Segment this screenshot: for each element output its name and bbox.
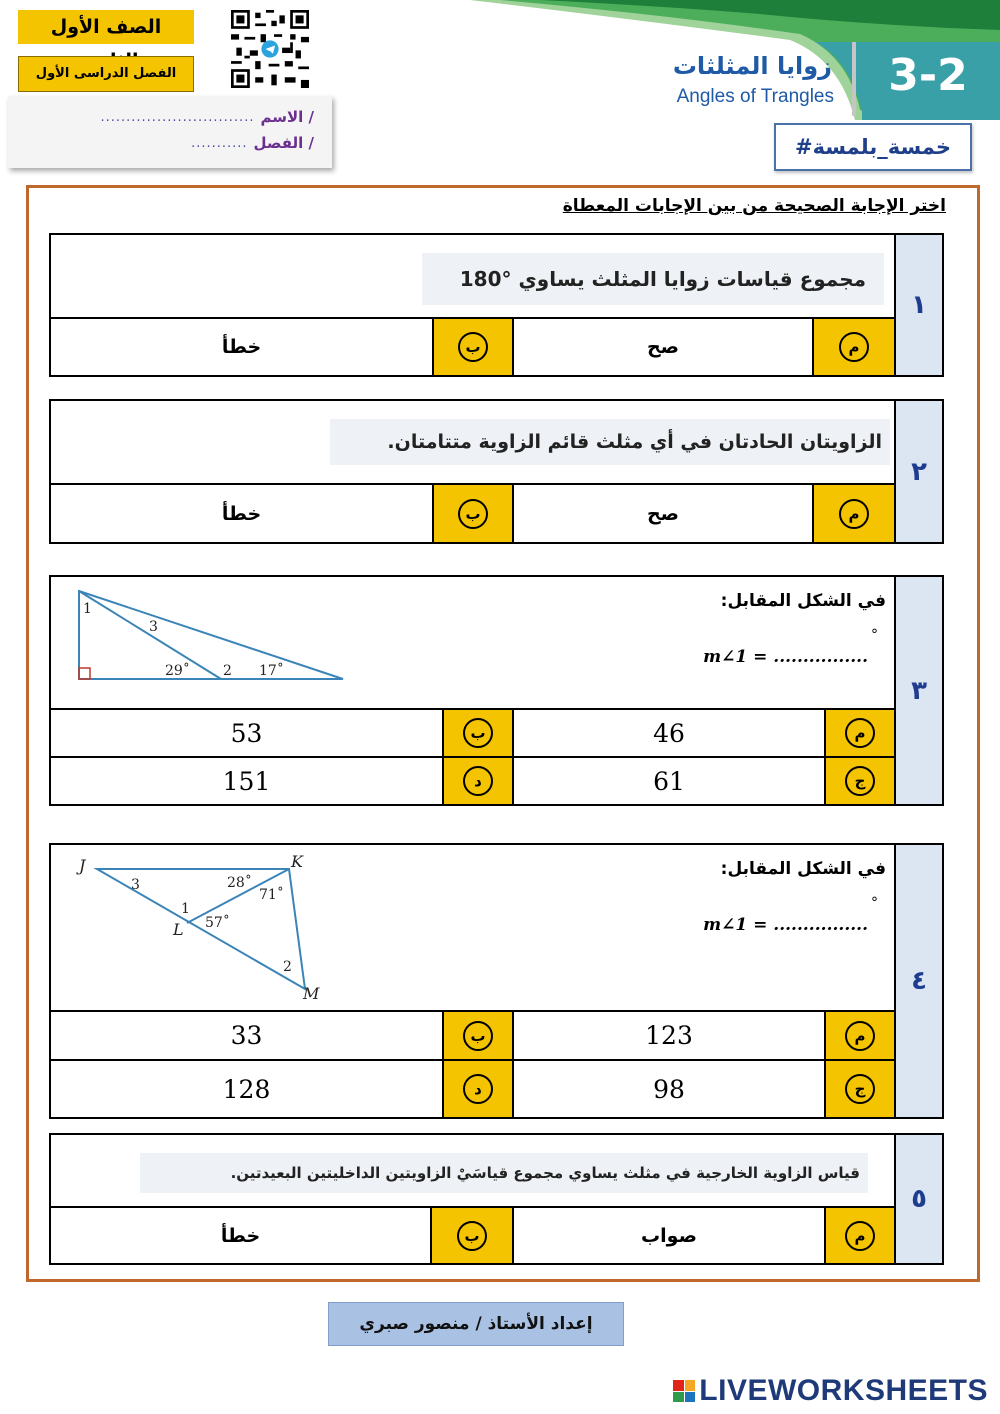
option-c[interactable]: 98 bbox=[653, 1074, 685, 1104]
question-3 bbox=[49, 575, 944, 806]
option-circle: م bbox=[839, 332, 869, 362]
instruction: اختر الإجابة الصحيحة من بين الإجابات المعطاة bbox=[562, 196, 946, 216]
question-number: ٤ bbox=[894, 845, 942, 1117]
name-line bbox=[26, 104, 314, 130]
question-1 bbox=[49, 233, 944, 377]
figure-label-angle-3: 3 bbox=[131, 877, 140, 893]
option-letter-a[interactable] bbox=[812, 319, 894, 375]
options-row bbox=[51, 756, 894, 804]
option-d[interactable]: 151 bbox=[222, 766, 271, 796]
figure-label-angle-2: 2 bbox=[283, 959, 292, 975]
option-circle: م bbox=[845, 1221, 875, 1251]
option-circle: ب bbox=[463, 1021, 493, 1051]
question-text: قياس الزاوية الخارجية في مثلث يساوي مجموع قياسَيْ الزاويتين الداخليتين البعيدتين. bbox=[140, 1153, 868, 1193]
degree-mark: ° bbox=[871, 895, 878, 911]
figure-vertex-m: M bbox=[303, 984, 320, 1003]
option-b[interactable]: خطأ bbox=[220, 1224, 261, 1247]
option-circle: م bbox=[845, 1021, 875, 1051]
option-b[interactable]: 53 bbox=[230, 718, 263, 748]
figure-label-57: 57˚ bbox=[205, 915, 230, 931]
option-a[interactable]: صح bbox=[646, 502, 680, 525]
option-circle: ب bbox=[458, 332, 488, 362]
figure-label-angle-3: 3 bbox=[149, 619, 158, 635]
question-4 bbox=[49, 843, 944, 1119]
figure-label-71: 71˚ bbox=[259, 887, 284, 903]
qr-code-icon bbox=[231, 10, 309, 88]
figure-vertex-l: L bbox=[173, 920, 184, 939]
option-b[interactable]: خطأ bbox=[221, 502, 262, 525]
question-5 bbox=[49, 1133, 944, 1265]
class-label: الفصل / bbox=[253, 134, 314, 152]
question-number: ٣ bbox=[894, 577, 942, 804]
figure-label: في الشكل المقابل: bbox=[720, 859, 886, 879]
brand-text: LIVEWORKSHEETS bbox=[699, 1374, 988, 1407]
option-circle: ب bbox=[463, 718, 493, 748]
triangle-figure bbox=[71, 585, 351, 685]
figure-label: في الشكل المقابل: bbox=[720, 591, 886, 611]
option-letter-d[interactable] bbox=[442, 1061, 514, 1117]
option-circle: م bbox=[845, 718, 875, 748]
options-row bbox=[51, 1206, 894, 1263]
option-letter-b[interactable] bbox=[442, 1012, 514, 1059]
option-a[interactable]: 46 bbox=[653, 718, 685, 748]
author-credit: إعداد الأستاذ / منصور صبري bbox=[328, 1302, 624, 1346]
options-row bbox=[51, 1059, 894, 1117]
options-row bbox=[51, 1010, 894, 1059]
question-number: ١ bbox=[894, 235, 942, 375]
figure-vertex-j: J bbox=[79, 856, 86, 875]
option-letter-b[interactable] bbox=[432, 485, 514, 542]
student-info-box bbox=[8, 96, 332, 168]
hashtag-box: #خمسة_بلمسة bbox=[774, 123, 972, 171]
option-letter-a[interactable] bbox=[824, 1208, 894, 1263]
question-text: الزاويتان الحادتان في أي مثلث قائم الزاوية متتامتان. bbox=[330, 419, 890, 465]
option-b[interactable]: خطأ bbox=[221, 336, 262, 358]
option-a[interactable]: صح bbox=[646, 336, 680, 358]
option-letter-b[interactable] bbox=[442, 710, 514, 756]
figure-vertex-k: K bbox=[291, 852, 303, 871]
class-field[interactable]: ........... bbox=[191, 135, 248, 151]
angle-measure: m∠1 = ................ bbox=[703, 647, 868, 667]
option-circle: ب bbox=[457, 1221, 487, 1251]
option-circle: ج bbox=[845, 766, 875, 796]
figure-label-angle-1: 1 bbox=[181, 901, 190, 917]
option-letter-a[interactable] bbox=[824, 710, 894, 756]
option-letter-c[interactable] bbox=[824, 758, 894, 804]
option-letter-d[interactable] bbox=[442, 758, 514, 804]
question-text: مجموع قياسات زوايا المثلث يساوي °180 bbox=[422, 253, 884, 305]
class-line bbox=[26, 130, 314, 156]
lesson-number: 3-2 bbox=[888, 50, 968, 101]
options-row bbox=[51, 317, 894, 375]
option-circle: م bbox=[839, 499, 869, 529]
angle-measure: m∠1 = ................ bbox=[703, 915, 868, 935]
figure-label-29: 29˚ bbox=[165, 663, 190, 679]
term-badge: الفصل الدراسى الأول bbox=[18, 56, 194, 92]
lesson-title-arabic: زوايا المثلثات bbox=[672, 52, 832, 80]
options-row bbox=[51, 708, 894, 756]
option-c[interactable]: 61 bbox=[653, 766, 685, 796]
options-row bbox=[51, 483, 894, 542]
question-2 bbox=[49, 399, 944, 544]
triangle-figure bbox=[73, 851, 333, 1007]
question-number: ٥ bbox=[894, 1135, 942, 1263]
figure-label-angle-2: 2 bbox=[223, 663, 232, 679]
option-circle: د bbox=[463, 1074, 493, 1104]
figure-label-28: 28˚ bbox=[227, 875, 252, 891]
figure-label-17: 17˚ bbox=[259, 663, 284, 679]
option-letter-a[interactable] bbox=[812, 485, 894, 542]
option-circle: د bbox=[463, 766, 493, 796]
liveworksheets-brand bbox=[673, 1374, 988, 1408]
liveworksheets-logo-icon bbox=[673, 1380, 695, 1402]
option-circle: ج bbox=[845, 1074, 875, 1104]
option-d[interactable]: 128 bbox=[222, 1074, 271, 1104]
option-letter-c[interactable] bbox=[824, 1061, 894, 1117]
option-letter-a[interactable] bbox=[824, 1012, 894, 1059]
name-field[interactable]: .............................. bbox=[100, 109, 255, 125]
question-number: ٢ bbox=[894, 401, 942, 542]
lesson-title-english: Angles of Trangles bbox=[676, 86, 834, 107]
figure-label-angle-1: 1 bbox=[83, 601, 92, 617]
grade-badge: الصف الأول bbox=[18, 10, 194, 44]
name-label: الاسم / bbox=[260, 108, 314, 126]
degree-mark: ° bbox=[871, 627, 878, 643]
option-circle: ب bbox=[458, 499, 488, 529]
option-b[interactable]: 33 bbox=[230, 1021, 263, 1050]
option-a[interactable]: 123 bbox=[645, 1021, 693, 1050]
option-letter-b[interactable] bbox=[430, 1208, 514, 1263]
option-letter-b[interactable] bbox=[432, 319, 514, 375]
option-a[interactable]: صواب bbox=[641, 1224, 697, 1247]
